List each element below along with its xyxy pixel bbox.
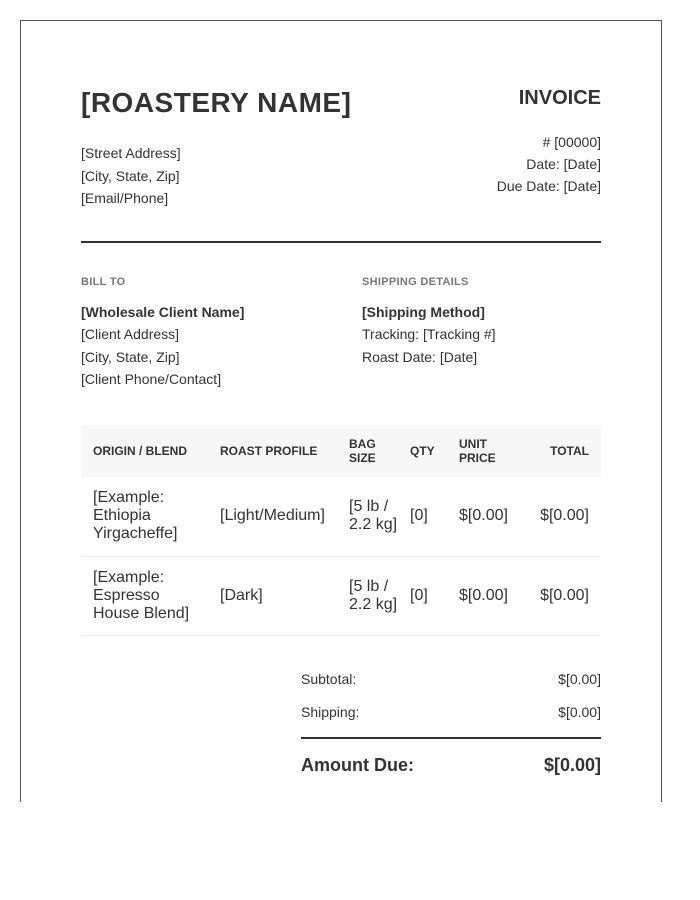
cell-origin-blend: [Example: Espresso House Blend] [81, 556, 214, 635]
invoice-meta [497, 131, 601, 197]
amount-due-value: $[0.00] [543, 755, 601, 775]
subtotal-row [301, 671, 601, 704]
cell-total: $[0.00] [528, 556, 601, 635]
amount-due-row [301, 755, 601, 776]
table-header-row [81, 425, 601, 477]
totals-section [301, 671, 601, 776]
table-row [81, 556, 601, 635]
cell-unit-price: $[0.00] [453, 556, 528, 635]
invoice-due-date: Due Date: [Date] [496, 178, 601, 194]
header-qty: QTY [404, 425, 453, 477]
client-name: [Wholesale Client Name] [81, 304, 245, 320]
table-row [81, 477, 601, 556]
header-bag-size: BAG SIZE [343, 425, 404, 477]
cell-bag-size: [5 lb / 2.2 kg] [343, 477, 404, 556]
cell-origin-blend: [Example: Ethiopia Yirgacheffe] [81, 477, 214, 556]
header-total: TOTAL [528, 425, 601, 477]
client-address: [Client Address] [81, 326, 180, 343]
header-unit-price: UNIT PRICE [453, 425, 528, 477]
subtotal-label: Subtotal: [301, 671, 357, 687]
invoice-date: Date: [Date] [526, 156, 601, 172]
subtotal-value: $[0.00] [558, 671, 601, 687]
cell-roast-profile: [Dark] [214, 556, 343, 635]
shipping-method: [Shipping Method] [362, 304, 485, 320]
client-contact: [Client Phone/Contact] [81, 370, 222, 387]
bill-to-label: BILL TO [81, 276, 126, 288]
bill-to-section [81, 276, 341, 390]
shipping-section [362, 276, 602, 368]
shipping-cost-value: $[0.00] [558, 704, 601, 720]
email-phone: [Email/Phone] [81, 190, 169, 206]
tracking-number: Tracking: [Tracking #] [362, 326, 496, 343]
cell-roast-profile: [Light/Medium] [214, 477, 343, 556]
city-state-zip: [City, State, Zip] [81, 167, 180, 184]
header-roast-profile: ROAST PROFILE [214, 425, 343, 477]
header-origin-blend: ORIGIN / BLEND [81, 425, 214, 477]
invoice-number: # [00000] [542, 134, 601, 150]
cell-bag-size: [5 lb / 2.2 kg] [343, 556, 404, 635]
cell-total: $[0.00] [528, 477, 601, 556]
roastery-address [81, 142, 181, 210]
cell-qty: [0] [404, 556, 453, 635]
shipping-cost-label: Shipping: [301, 704, 360, 720]
roast-date: Roast Date: [Date] [362, 348, 478, 365]
street-address: [Street Address] [81, 145, 181, 161]
invoice-title: INVOICE [518, 87, 601, 109]
amount-due-label: Amount Due: [301, 755, 414, 775]
header-divider [81, 241, 601, 243]
shipping-row [301, 704, 601, 737]
totals-divider [301, 737, 601, 739]
cell-unit-price: $[0.00] [453, 477, 528, 556]
roastery-name: [ROASTERY NAME] [81, 87, 352, 118]
shipping-label: SHIPPING DETAILS [362, 276, 469, 288]
client-city-state-zip: [City, State, Zip] [81, 348, 180, 365]
cell-qty: [0] [404, 477, 453, 556]
shipping-lines [362, 301, 602, 368]
invoice-page [20, 20, 662, 802]
bill-to-lines [81, 301, 341, 390]
line-items-table [81, 425, 601, 636]
